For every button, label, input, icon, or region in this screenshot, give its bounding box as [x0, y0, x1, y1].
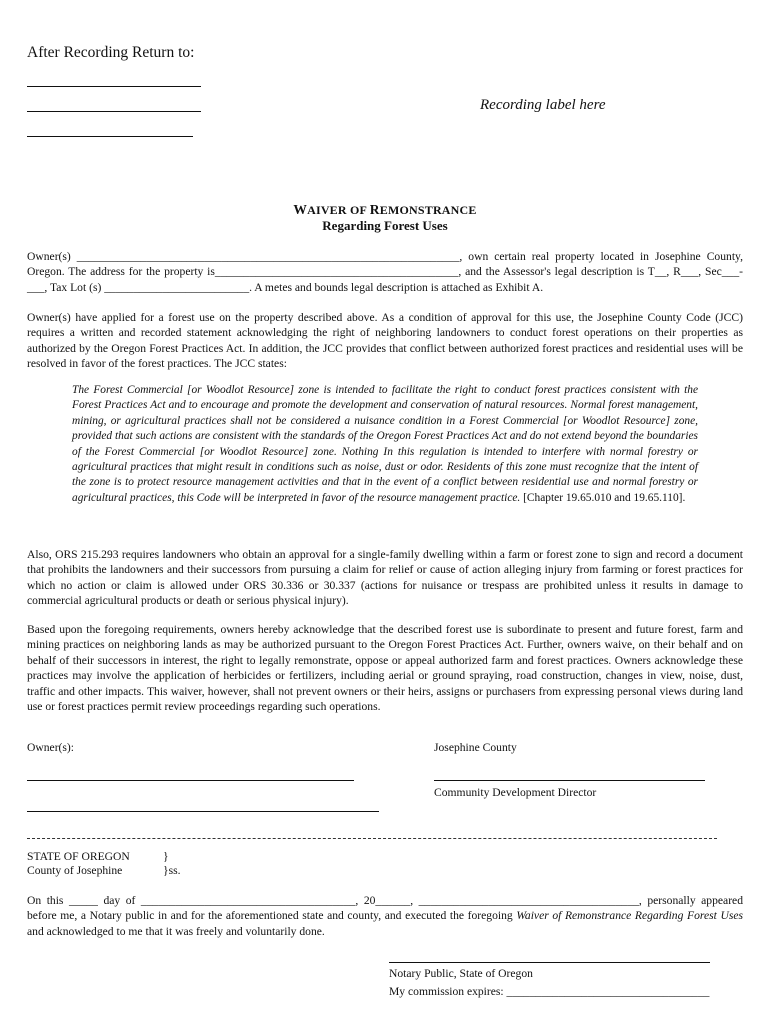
director-title: Community Development Director — [434, 786, 597, 799]
notary-signature-line[interactable] — [389, 962, 710, 963]
recording-label-placeholder: Recording label here — [480, 97, 606, 113]
notary-state: STATE OF OREGON — [27, 850, 130, 863]
owners-intro-paragraph: Owner(s) __________________________________________________________________, own certain real property located in Josephine County, Oregon. The address for the property is__________________________________________, and the Assessor's legal description is T__, R___, Sec___-___, Tax Lot (s) _________________________. A metes and bounds legal description is attached as Exhibit A. — [27, 250, 743, 294]
return-line-1[interactable] — [27, 86, 201, 87]
title-word-1: AIVER OF — [307, 203, 370, 217]
application-paragraph: Owner(s) have applied for a forest use on the property described above. As a condition of approval for this use, the Josephine County Code (JCC) requires a written and recorded statement acknowledging the right of neighboring landowners to conduct forest operations on their properties as authorized by the Oregon Forest Practices Act. In addition, the JCC provides that conflict between authorized forest practices and residential uses will be resolved in favor of the forest practices. The JCC states: — [27, 311, 743, 371]
return-address-label: After Recording Return to: — [27, 44, 195, 61]
county-signature-label: Josephine County — [434, 741, 517, 754]
notary-state-brace: } — [163, 850, 169, 863]
return-line-2[interactable] — [27, 111, 201, 112]
notary-commission-label: My commission expires: ___________________________________ — [389, 985, 710, 998]
notary-county-brace: }ss. — [163, 864, 181, 877]
notary-public-label: Notary Public, State of Oregon — [389, 967, 533, 980]
ors-paragraph: Also, ORS 215.293 requires landowners who obtain an approval for a single-family dwelling within a farm or forest zone to sign and record a document that prohibits the landowners and their successors from pursuing a claim for relief or cause of action alleging injury from farming or forest practices for which no action or claim is allowed under ORS 30.336 or 30.337 (actions for nuisance or trespass are prohibited unless it results in damage to commercial agricultural products or death or serious physical injury). — [27, 548, 743, 608]
section-divider — [27, 838, 717, 839]
title-word-2: EMONSTRANCE — [379, 203, 477, 217]
notary-county: County of Josephine — [27, 864, 123, 877]
owner-signature-line-1[interactable] — [27, 780, 354, 781]
title-initial-r: R — [369, 202, 380, 217]
notary-statement-document-name: Waiver of Remonstrance Regarding Forest Uses — [516, 909, 743, 923]
jcc-quote-citation: [Chapter 19.65.010 and 19.65.110]. — [523, 491, 686, 504]
return-line-3[interactable] — [27, 136, 193, 137]
jcc-quote-text: The Forest Commercial [or Woodlot Resource] zone is intended to facilitate the right to conduct forest practices consistent with the Forest Practices Act and to encourage and promote the development and conservation of natural resources. Normal forest management, mining, or agricultural practices shall not be considered a nuisance condition in a Forest Commercial [or Woodlot Resource] zone, provided that such actions are consistent with the standards of the Oregon Forest Practices Act and do not extend beyond the boundaries of the Forest Commercial [or Woodlot Resource] zone. Nothing In this regulation is intended to interfere with normal forestry or agricultural practices that might result in conditions such as noise, dust or odor. Residents of this zone must recognize that the intent of the zone is to protect resource management activities and that in the event of a conflict between residential use and normal forestry or agricultural practices, this Code will be interpreted in favor of the resource management practice. — [72, 384, 698, 504]
title-initial-w: W — [293, 202, 308, 217]
jcc-quote — [72, 383, 698, 506]
owners-signature-label: Owner(s): — [27, 741, 75, 754]
notary-statement-start: On this _____ day of _____________________________________, 20______, ______________________________________, personally appeared before me, a Notary public in and for the aforementioned state and county, and executed the foregoing — [27, 894, 743, 923]
notary-statement — [27, 893, 743, 939]
document-subtitle: Regarding Forest Uses — [322, 218, 448, 233]
notary-statement-end: and acknowledged to me that it was freely and voluntarily done. — [27, 924, 325, 938]
owner-signature-line-2[interactable] — [27, 811, 379, 812]
acknowledgement-paragraph: Based upon the foregoing requirements, owners hereby acknowledge that the described forest use is subordinate to present and future forest, farm and mining practices on neighboring lands as may be authorized pursuant to the Oregon Forest Practices Act. Further, owners waive, on their behalf and on behalf of their successors in interest, the right to legally remonstrate, oppose or appeal authorized farm and forest practices. Owners acknowledge these practices may involve the application of herbicides or fertilizers, including aerial or ground spraying, road construction, changes in view, noise, dust, traffic and other impacts. This waiver, however, shall not prevent owners or their heirs, assigns or purchasers from expressing personal views during land use or forest practices permit review proceedings regarding such operations. — [27, 623, 743, 714]
document-title — [0, 202, 770, 218]
director-signature-line[interactable] — [434, 780, 705, 781]
